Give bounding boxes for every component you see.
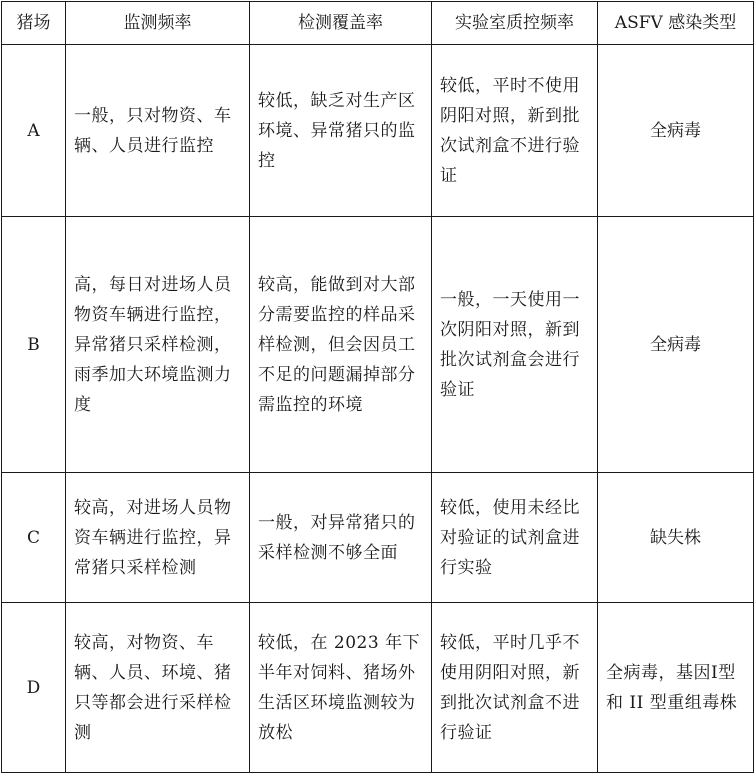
farm-cell: B <box>2 217 66 473</box>
table-row <box>2 603 754 773</box>
infection-type-cell: 全病毒，基因I型和 II 型重组毒株 <box>598 603 754 773</box>
asfv-comparison-table <box>1 1 754 773</box>
header-asfv-infection-type: ASFV 感染类型 <box>598 2 754 45</box>
farm-cell: A <box>2 45 66 217</box>
table-row <box>2 45 754 217</box>
coverage-cell: 一般，对异常猪只的采样检测不够全面 <box>250 473 432 603</box>
infection-type-cell: 全病毒 <box>598 217 754 473</box>
header-lab-qc-frequency: 实验室质控频率 <box>432 2 598 45</box>
infection-type-cell: 全病毒 <box>598 45 754 217</box>
table-row <box>2 217 754 473</box>
coverage-cell: 较高，能做到对大部分需要监控的样品采样检测，但会因员工不足的问题漏掉部分需监控的环境 <box>250 217 432 473</box>
farm-cell: C <box>2 473 66 603</box>
qc-cell: 较低，平时不使用阴阳对照，新到批次试剂盒不进行验证 <box>432 45 598 217</box>
monitoring-cell: 较高，对物资、车辆、人员、环境、猪只等都会进行采样检测 <box>66 603 250 773</box>
infection-type-cell: 缺失株 <box>598 473 754 603</box>
monitoring-cell: 高，每日对进场人员物资车辆进行监控，异常猪只采样检测，雨季加大环境监测力度 <box>66 217 250 473</box>
header-detection-coverage: 检测覆盖率 <box>250 2 432 45</box>
table-row <box>2 473 754 603</box>
qc-cell: 较低，使用未经比对验证的试剂盒进行实验 <box>432 473 598 603</box>
monitoring-cell: 一般，只对物资、车辆、人员进行监控 <box>66 45 250 217</box>
coverage-cell: 较低，在 2023 年下半年对饲料、猪场外生活区环境监测较为放松 <box>250 603 432 773</box>
farm-cell: D <box>2 603 66 773</box>
qc-cell: 一般，一天使用一次阴阳对照，新到批次试剂盒会进行验证 <box>432 217 598 473</box>
header-monitoring-frequency: 监测频率 <box>66 2 250 45</box>
qc-cell: 较低，平时几乎不使用阴阳对照，新到批次试剂盒不进行验证 <box>432 603 598 773</box>
coverage-cell: 较低，缺乏对生产区环境、异常猪只的监控 <box>250 45 432 217</box>
table-header-row <box>2 2 754 45</box>
header-farm: 猪场 <box>2 2 66 45</box>
monitoring-cell: 较高，对进场人员物资车辆进行监控，异常猪只采样检测 <box>66 473 250 603</box>
